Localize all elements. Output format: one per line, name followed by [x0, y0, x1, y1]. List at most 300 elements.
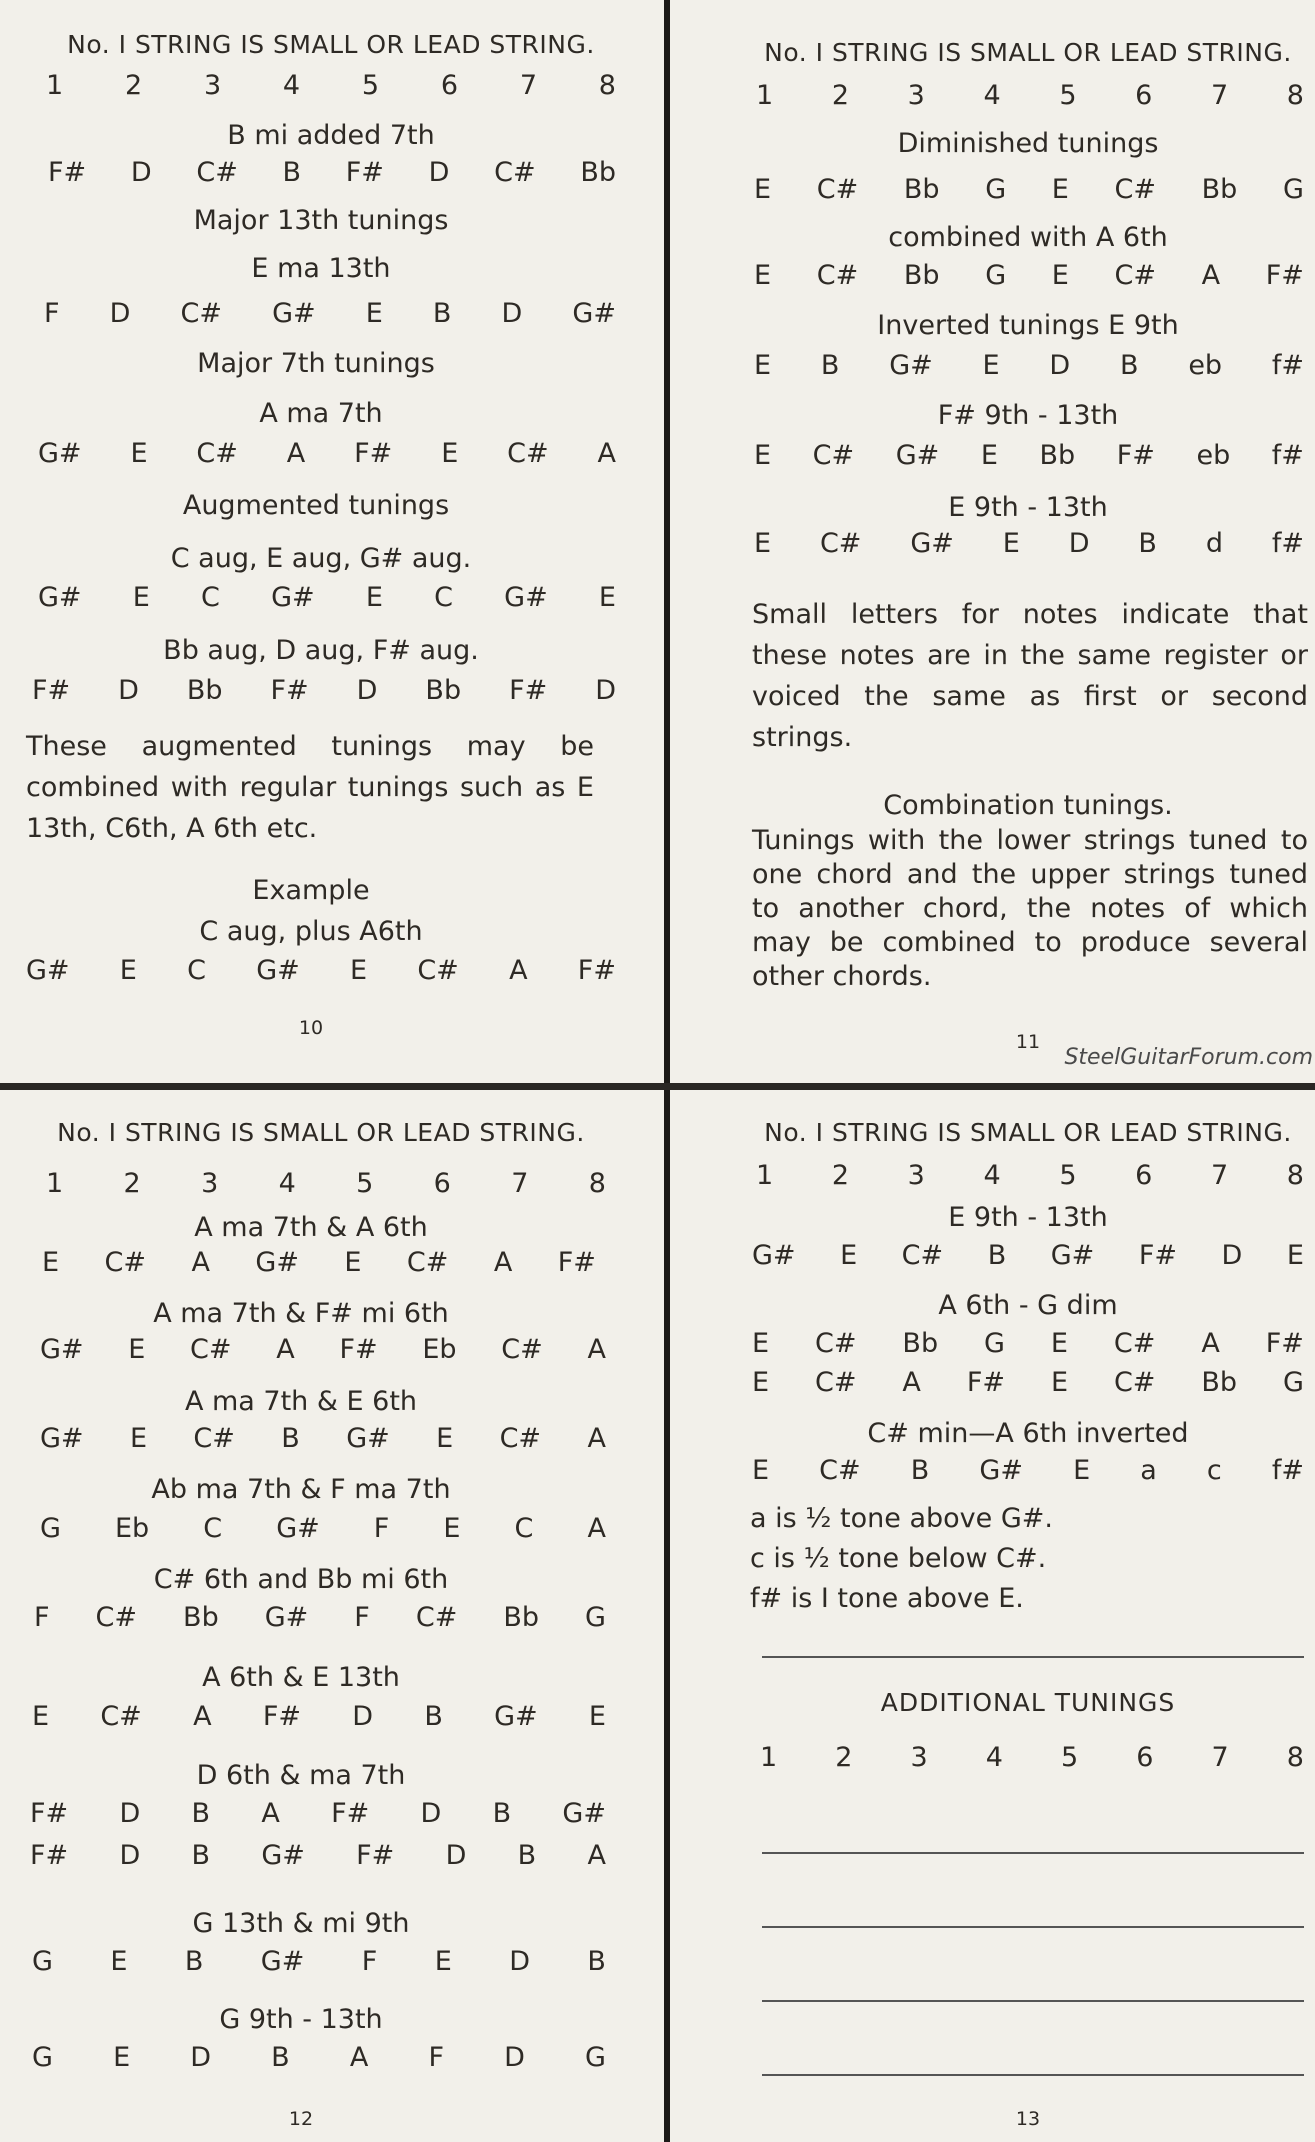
note: B	[492, 1798, 512, 1829]
string-number: 4	[278, 1168, 296, 1199]
note: C#	[196, 157, 238, 188]
note: G#	[346, 1423, 390, 1454]
note: E	[443, 1513, 461, 1544]
note: eb	[1188, 350, 1223, 381]
note: D	[428, 157, 450, 188]
note: D	[1221, 1240, 1243, 1271]
note: E	[441, 438, 459, 469]
note: G#	[40, 1334, 84, 1365]
note: E	[1050, 1328, 1068, 1359]
note: E	[130, 438, 148, 469]
tuning-title: A ma 7th	[259, 398, 383, 429]
string-number: 7	[1210, 80, 1229, 111]
note: C#	[415, 1602, 458, 1633]
note: C#	[190, 1334, 232, 1365]
note: E	[982, 350, 1000, 381]
note: B	[281, 1423, 300, 1454]
tuning-title: Ab ma 7th & F ma 7th	[151, 1474, 451, 1505]
watermark: SteelGuitarForum.com	[1064, 1045, 1313, 1070]
note: G#	[889, 350, 933, 381]
note: B	[271, 2042, 290, 2073]
tuning-title: E 9th - 13th	[948, 1202, 1108, 1233]
notes-row	[34, 582, 620, 613]
note: G	[1282, 174, 1304, 205]
string-number: 3	[907, 1160, 925, 1191]
note: E	[840, 1240, 858, 1271]
combination-paragraph: Tunings with the lower strings tuned to one chord and the upper strings tuned to another chord, the notes of which may be combined to produce several other chords.	[752, 825, 1308, 992]
string-number: 6	[1136, 1742, 1154, 1773]
note: D	[504, 2042, 525, 2073]
note: D	[190, 2042, 212, 2073]
note: C#	[501, 1334, 543, 1365]
note: E	[754, 260, 772, 291]
note: E	[128, 1334, 146, 1365]
note: C#	[815, 1328, 857, 1359]
page-13	[748, 1090, 1308, 2142]
string-number: 7	[519, 70, 537, 101]
notes-row	[40, 298, 620, 329]
tuning-title: combined with A 6th	[888, 222, 1168, 253]
note: f#	[1271, 1455, 1304, 1486]
tuning-title: C aug, E aug, G# aug.	[170, 543, 472, 574]
note: F#	[356, 1840, 395, 1871]
note-explanation: c is ½ tone below C#.	[750, 1543, 1047, 1574]
note: E	[344, 1247, 362, 1278]
note: A	[191, 1247, 210, 1278]
notes-row	[28, 1701, 610, 1732]
note: A	[349, 2042, 369, 2073]
string-number: 2	[831, 80, 850, 111]
note: C#	[819, 1455, 861, 1486]
note: F#	[30, 1840, 69, 1871]
note: D	[1068, 528, 1090, 559]
note: Bb	[1201, 174, 1238, 205]
string-number: 6	[440, 70, 459, 101]
note: A	[1201, 1328, 1220, 1359]
note: Bb	[1039, 440, 1076, 471]
blank-tuning-line	[762, 1926, 1304, 1928]
note: f#	[1271, 350, 1304, 381]
string-number: 1	[760, 1742, 778, 1773]
notes-row	[750, 174, 1308, 205]
note: F#	[1265, 1328, 1304, 1359]
page-header: No. I STRING IS SMALL OR LEAD STRING.	[57, 1118, 585, 1147]
note: G#	[572, 298, 616, 329]
tuning-title: Inverted tunings E 9th	[877, 310, 1179, 341]
note: C#	[1113, 1328, 1156, 1359]
notes-row	[36, 1423, 610, 1454]
note: E	[1051, 174, 1069, 205]
note: B	[184, 1946, 204, 1977]
note: E	[113, 2042, 131, 2073]
note: G#	[40, 1423, 84, 1454]
note: G#	[38, 582, 82, 613]
note: G#	[752, 1240, 796, 1271]
note: Bb	[183, 1602, 219, 1633]
note: F#	[354, 438, 393, 469]
note: C#	[417, 955, 459, 986]
string-number: 8	[598, 70, 616, 101]
note: G#	[494, 1701, 538, 1732]
note: E	[754, 174, 772, 205]
note: B	[1138, 528, 1157, 559]
note: G	[585, 2042, 606, 2073]
note: C#	[812, 440, 855, 471]
note: E	[42, 1247, 60, 1278]
note: E	[1050, 1367, 1068, 1398]
note: E	[32, 1701, 50, 1732]
notes-row	[750, 350, 1308, 381]
tuning-title: A ma 7th & A 6th	[194, 1212, 428, 1243]
note: F#	[1265, 260, 1304, 291]
note: D	[509, 1946, 530, 1977]
string-number: 3	[203, 70, 222, 101]
note: E	[752, 1367, 770, 1398]
note: E	[132, 582, 150, 613]
string-number: 5	[1059, 80, 1077, 111]
string-number: 2	[831, 1160, 850, 1191]
section-title: Major 7th tunings	[197, 348, 435, 379]
note: F#	[262, 1701, 301, 1732]
notes-row	[28, 675, 620, 706]
note: Bb	[902, 1328, 939, 1359]
note: a	[1140, 1455, 1157, 1486]
tuning-title: E ma 13th	[251, 253, 391, 284]
note: f#	[1271, 528, 1304, 559]
string-number: 1	[46, 70, 64, 101]
tuning-title: C aug, plus A6th	[199, 916, 423, 947]
note: A	[286, 438, 306, 469]
string-number: 8	[1286, 1160, 1304, 1191]
note: F#	[270, 675, 309, 706]
note: D	[119, 1840, 141, 1871]
note: G#	[261, 1840, 305, 1871]
string-number: 3	[201, 1168, 219, 1199]
note: G	[1282, 1367, 1304, 1398]
note: D	[130, 157, 152, 188]
note: C	[187, 955, 206, 986]
tuning-title: G 13th & mi 9th	[192, 1908, 410, 1939]
note: F	[354, 1602, 370, 1633]
example-label: Example	[252, 875, 370, 906]
note: C#	[406, 1247, 449, 1278]
note: G#	[272, 298, 316, 329]
note: G	[985, 260, 1007, 291]
notes-row	[748, 1367, 1308, 1398]
note: B	[191, 1840, 211, 1871]
notes-row	[26, 1798, 610, 1829]
note: G#	[260, 1946, 305, 1977]
string-numbers-row	[42, 70, 620, 101]
page-number: 13	[1015, 2108, 1041, 2130]
string-numbers-row	[756, 1742, 1308, 1773]
note: A	[597, 438, 616, 469]
note: A	[493, 1247, 513, 1278]
note: G	[984, 1328, 1005, 1359]
note: F#	[966, 1367, 1005, 1398]
section-title: Combination tunings.	[883, 790, 1173, 821]
note: F	[34, 1602, 50, 1633]
note-explanation: f# is I tone above E.	[750, 1583, 1024, 1614]
note: E	[752, 1328, 770, 1359]
note: A	[276, 1334, 295, 1365]
note: C#	[95, 1602, 138, 1633]
note: E	[754, 440, 772, 471]
page-12	[22, 1090, 640, 2142]
tuning-title: A ma 7th & E 6th	[184, 1386, 418, 1417]
note: E	[129, 1423, 147, 1454]
note: B	[910, 1455, 930, 1486]
note: A	[587, 1334, 606, 1365]
note: C#	[816, 174, 859, 205]
section-title: Diminished tunings	[897, 128, 1159, 159]
note: C#	[901, 1240, 944, 1271]
note-explanation: a is ½ tone above G#.	[750, 1503, 1053, 1534]
string-number: 8	[588, 1168, 606, 1199]
note: E	[754, 350, 772, 381]
note: G#	[895, 440, 940, 471]
note: G#	[979, 1455, 1023, 1486]
string-number: 3	[910, 1742, 928, 1773]
note: Eb	[115, 1513, 150, 1544]
book-spine	[664, 1090, 670, 2142]
note: E	[588, 1701, 606, 1732]
note: B	[517, 1840, 537, 1871]
note: D	[356, 675, 378, 706]
string-number: 5	[1061, 1742, 1079, 1773]
note: C#	[1113, 1367, 1156, 1398]
string-number: 2	[835, 1742, 853, 1773]
string-number: 5	[1059, 1160, 1077, 1191]
note: B	[282, 157, 302, 188]
page-11	[748, 0, 1308, 1083]
tuning-title: A ma 7th & F# mi 6th	[153, 1298, 449, 1329]
notes-row	[750, 260, 1308, 291]
note: Bb	[503, 1602, 540, 1633]
note: Bb	[186, 675, 223, 706]
note: G#	[264, 1602, 309, 1633]
tuning-title: C# 6th and Bb mi 6th	[153, 1564, 449, 1595]
note: E	[752, 1455, 770, 1486]
note: F#	[30, 1798, 69, 1829]
page-header: No. I STRING IS SMALL OR LEAD STRING.	[67, 30, 595, 59]
note: A	[587, 1513, 606, 1544]
note: C	[201, 582, 220, 613]
note: C#	[196, 438, 238, 469]
note: G	[985, 174, 1007, 205]
blank-tuning-line	[762, 2074, 1304, 2076]
string-number: 4	[983, 1160, 1001, 1191]
note: F	[361, 1946, 378, 1977]
note: d	[1205, 528, 1223, 559]
notes-row	[38, 1247, 600, 1278]
page-number: 10	[298, 1017, 324, 1039]
book-spine	[664, 0, 670, 1083]
notes-row	[30, 1602, 610, 1633]
string-number: 4	[983, 80, 1001, 111]
note: c	[1206, 1455, 1222, 1486]
note: F#	[577, 955, 616, 986]
note: Bb	[1201, 1367, 1238, 1398]
note: G#	[38, 438, 82, 469]
tuning-title: E 9th - 13th	[948, 492, 1108, 523]
note: F#	[339, 1334, 378, 1365]
note: G#	[276, 1513, 320, 1544]
note: C#	[819, 528, 862, 559]
page-number: 12	[288, 2108, 314, 2130]
note: G#	[256, 955, 300, 986]
blank-tuning-line	[762, 1852, 1304, 1854]
page-header: No. I STRING IS SMALL OR LEAD STRING.	[764, 38, 1292, 67]
string-number: 7	[1210, 1160, 1229, 1191]
notes-row	[748, 1328, 1308, 1359]
note: A	[587, 1423, 606, 1454]
note: f#	[1271, 440, 1304, 471]
note: G#	[562, 1798, 606, 1829]
divider	[762, 1656, 1304, 1658]
tuning-title: B mi added 7th	[227, 120, 435, 151]
note: C#	[1114, 260, 1156, 291]
tuning-title: A 6th & E 13th	[202, 1662, 400, 1693]
note: E	[1286, 1240, 1304, 1271]
string-number: 4	[985, 1742, 1003, 1773]
note: D	[352, 1701, 374, 1732]
notes-row	[28, 1946, 610, 1977]
notes-row	[36, 1334, 610, 1365]
note: G#	[1050, 1240, 1095, 1271]
note: D	[109, 298, 131, 329]
string-numbers-row	[42, 1168, 610, 1199]
augmented-note-paragraph: These augmented tunings may be combined with regular tunings such as E 13th, C6th, A 6th etc.	[26, 731, 594, 844]
note: D	[501, 298, 523, 329]
note: G	[40, 1513, 61, 1544]
note: F#	[509, 675, 548, 706]
note: eb	[1196, 440, 1231, 471]
note: D	[118, 675, 139, 706]
tuning-title: F# 9th - 13th	[937, 400, 1119, 431]
tuning-title: Bb aug, D aug, F# aug.	[163, 635, 479, 666]
note: E	[1002, 528, 1020, 559]
string-number: 6	[1135, 80, 1153, 111]
note: E	[365, 298, 383, 329]
note: C#	[507, 438, 549, 469]
string-number: 1	[756, 80, 774, 111]
string-number: 1	[756, 1160, 774, 1191]
blank-tuning-line	[762, 2000, 1304, 2002]
note: E	[598, 582, 616, 613]
note: A	[902, 1367, 921, 1398]
string-number: 7	[1211, 1742, 1229, 1773]
notes-row	[28, 2042, 610, 2073]
string-number: 8	[1286, 80, 1304, 111]
notes-row	[748, 1455, 1308, 1486]
note: Bb	[425, 675, 462, 706]
note: E	[980, 440, 998, 471]
note: Bb	[580, 157, 616, 188]
note: G#	[504, 582, 548, 613]
note: A	[193, 1701, 212, 1732]
note: E	[754, 528, 772, 559]
note: D	[1049, 350, 1071, 381]
note: F	[428, 2042, 444, 2073]
note: G	[32, 1946, 53, 1977]
note: E	[350, 955, 368, 986]
note: E	[119, 955, 137, 986]
string-number: 6	[433, 1168, 451, 1199]
string-number: 8	[1286, 1742, 1304, 1773]
note: E	[1051, 260, 1069, 291]
note: G#	[255, 1247, 299, 1278]
note: C#	[193, 1423, 235, 1454]
note: A	[587, 1840, 606, 1871]
note: E	[434, 1946, 452, 1977]
tuning-title: D 6th & ma 7th	[196, 1760, 406, 1791]
notes-row	[26, 1840, 610, 1871]
note: E	[365, 582, 383, 613]
string-number: 2	[123, 1168, 141, 1199]
note: C	[514, 1513, 534, 1544]
tuning-title: A 6th - G dim	[938, 1290, 1118, 1321]
notes-row	[748, 1240, 1308, 1271]
note: F#	[1138, 1240, 1177, 1271]
note: C#	[1114, 174, 1156, 205]
note: C#	[815, 1367, 857, 1398]
note: F#	[345, 157, 384, 188]
string-number: 3	[907, 80, 925, 111]
notes-row	[34, 438, 620, 469]
note: E	[1073, 1455, 1091, 1486]
string-number: 2	[124, 70, 143, 101]
note: Eb	[422, 1334, 457, 1365]
note: F#	[557, 1247, 596, 1278]
small-letters-paragraph: Small letters for notes indicate that these notes are in the same register or voiced the same as first or second strings.	[752, 599, 1308, 753]
string-numbers-row	[752, 1160, 1308, 1191]
note: G#	[271, 582, 315, 613]
note: B	[1119, 350, 1139, 381]
notes-row	[22, 955, 620, 986]
note: B	[432, 298, 452, 329]
page-header: No. I STRING IS SMALL OR LEAD STRING.	[764, 1118, 1292, 1147]
note: G#	[26, 955, 70, 986]
note: C	[203, 1513, 223, 1544]
note: F#	[32, 675, 71, 706]
note: C#	[494, 157, 536, 188]
note: B	[191, 1798, 211, 1829]
bottom-spread	[0, 1090, 1315, 2142]
note: C#	[816, 260, 859, 291]
note: G#	[910, 528, 954, 559]
notes-row	[36, 1513, 610, 1544]
note: B	[820, 350, 840, 381]
note: D	[119, 1798, 141, 1829]
note: Bb	[903, 174, 940, 205]
note: E	[110, 1946, 128, 1977]
page-number: 11	[1015, 1031, 1041, 1053]
section-title: Augmented tunings	[182, 490, 450, 521]
notes-row	[750, 440, 1308, 471]
note: D	[595, 675, 616, 706]
note: F	[44, 298, 60, 329]
note: D	[445, 1840, 467, 1871]
note: G	[32, 2042, 53, 2073]
note: C	[434, 582, 453, 613]
string-number: 5	[356, 1168, 374, 1199]
note: C#	[180, 298, 222, 329]
section-title: ADDITIONAL TUNINGS	[880, 1688, 1176, 1717]
note: E	[436, 1423, 454, 1454]
notes-row	[750, 528, 1308, 559]
page-10	[22, 0, 640, 1083]
